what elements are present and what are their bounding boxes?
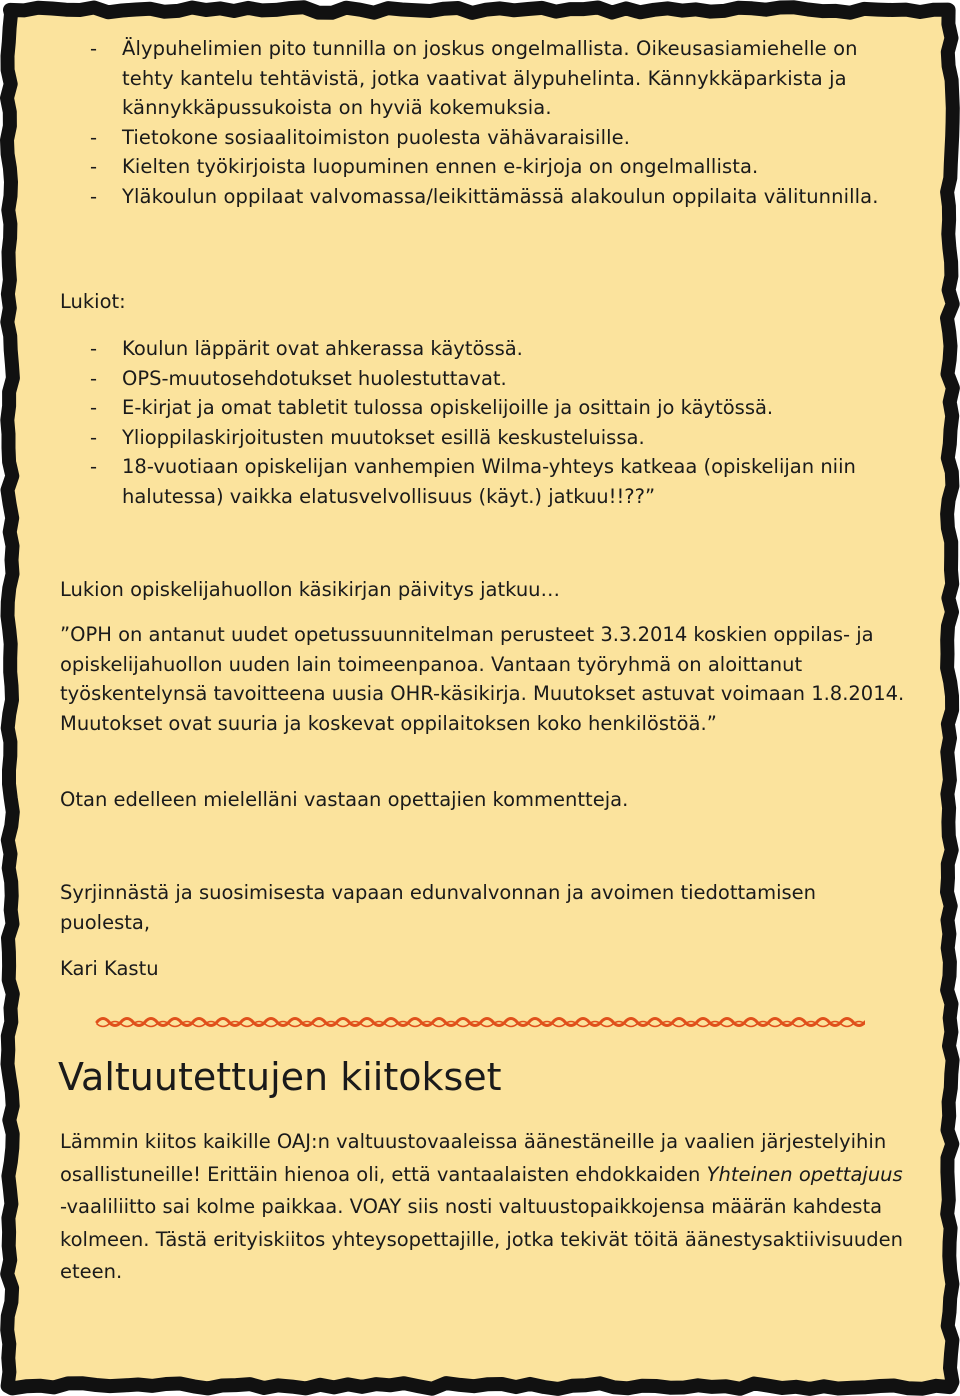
bullet-dash: - xyxy=(90,37,98,60)
list-item-text: Kielten työkirjoista luopuminen ennen e-kirjoja on ongelmallista. xyxy=(122,155,759,178)
list-item xyxy=(90,182,890,212)
signoff-text: Syrjinnästä ja suosimisesta vapaan edunvalvonnan ja avoimen tiedottamisen puolesta, xyxy=(60,881,817,934)
lukiot-heading: Lukiot: xyxy=(60,290,126,313)
lukiot-bullet-list xyxy=(90,334,900,511)
list-item xyxy=(90,452,900,511)
top-bullet-list xyxy=(90,34,890,211)
bullet-dash: - xyxy=(90,184,98,208)
list-item-text: E-kirjat ja omat tabletit tulossa opiskelijoille ja osittain jo käytössä. xyxy=(122,396,774,419)
bullet-dash: - xyxy=(90,366,98,390)
list-item-text: Tietokone sosiaalitoimiston puolesta vähävaraisille. xyxy=(122,125,631,149)
list-item-text: Koulun läppärit ovat ahkerassa käytössä. xyxy=(122,337,523,360)
list-item xyxy=(90,393,900,423)
bullet-dash: - xyxy=(90,337,98,360)
bullet-dash: - xyxy=(90,425,98,449)
kiitokset-italic-name: Yhteinen opettajuus xyxy=(706,1162,903,1186)
ohr-quote: ”OPH on antanut uudet opetussuunnitelman perusteet 3.3.2014 koskien oppilas- ja opiskelijahuollon uuden lain toimeenpanoa. Vantaan työryhmä on aloittanut työskentelynsä tavoitteena uusia OHR-käsikirja. Muutokset astuvat voimaan 1.8.2014. Muutokset ovat suuria ja koskevat oppilaitoksen koko henkilöstöä.” xyxy=(60,623,905,735)
bullet-dash: - xyxy=(90,396,98,419)
list-item xyxy=(90,423,900,453)
bullet-dash: - xyxy=(90,125,98,149)
kiitokset-heading: Valtuutettujen kiitokset xyxy=(58,1055,502,1099)
list-item-text: 18-vuotiaan opiskelijan vanhempien Wilma-yhteys katkeaa (opiskelijan niin halutessa) vaikka elatusvelvollisuus (käyt.) jatkuu!!??” xyxy=(122,455,856,508)
signoff-name: Kari Kastu xyxy=(60,957,159,980)
kiitokset-text-part2: -vaaliliitto sai kolme paikkaa. VOAY siis nosti valtuustopaikkojensa määrän kahdesta kolmeen. Tästä erityiskiitos yhteysopettajille, jotka tekivät töitä äänestysaktiivisuuden eteen. xyxy=(60,1195,903,1283)
ohr-comment: Otan edelleen mielelläni vastaan opettajien kommentteja. xyxy=(60,788,629,811)
wavy-divider-ornament xyxy=(95,1012,865,1032)
list-item xyxy=(90,334,900,364)
list-item xyxy=(90,364,900,394)
list-item-text: Ylioppilaskirjoitusten muutokset esillä keskusteluissa. xyxy=(122,425,645,449)
ohr-title: Lukion opiskelijahuollon käsikirjan päivitys jatkuu… xyxy=(60,578,561,601)
list-item xyxy=(90,152,890,182)
list-item xyxy=(90,34,890,123)
bullet-dash: - xyxy=(90,155,98,178)
bullet-dash: - xyxy=(90,455,98,478)
list-item-text: Älypuhelimien pito tunnilla on joskus ongelmallista. Oikeusasiamiehelle on tehty kantelu tehtävistä, jotka vaativat älypuhelinta. Kännykkäparkista ja kännykkäpussukoista on hyviä kokemuksia. xyxy=(122,37,858,119)
list-item-text: OPS-muutosehdotukset huolestuttavat. xyxy=(122,366,507,390)
list-item xyxy=(90,123,890,153)
kiitokset-paragraph xyxy=(60,1126,905,1289)
list-item-text: Yläkoulun oppilaat valvomassa/leikittämässä alakoulun oppilaita välitunnilla. xyxy=(122,184,879,208)
kiitokset-text-part1: Lämmin kiitos kaikille OAJ:n valtuustovaaleissa äänestäneille ja vaalien järjestelyihin osallistuneille! Erittäin hienoa oli, että vantaalaisten ehdokkaiden xyxy=(60,1130,887,1186)
